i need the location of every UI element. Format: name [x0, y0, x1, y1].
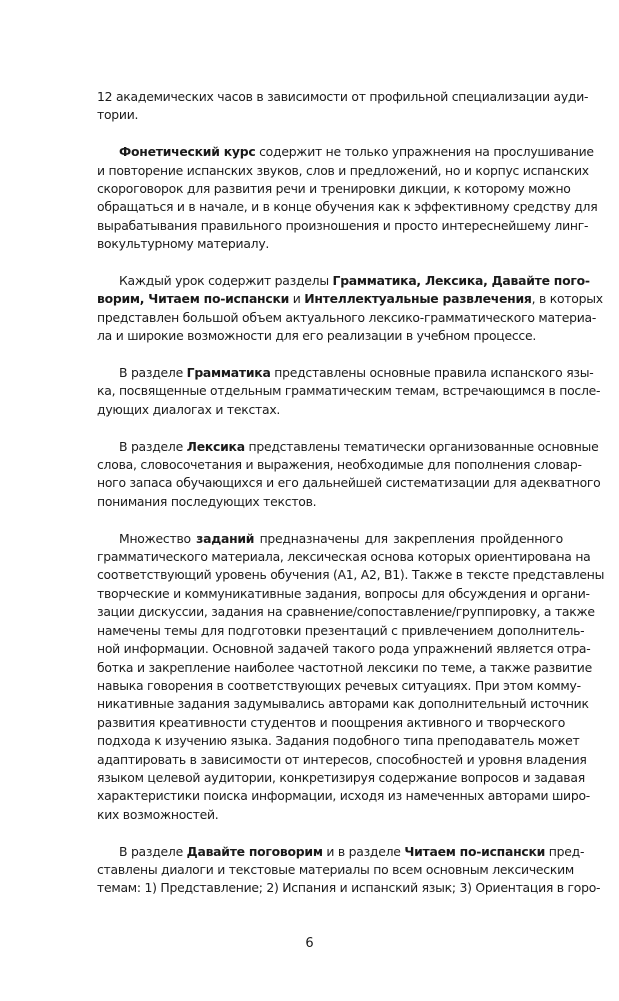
text-run: В разделе [119, 843, 187, 859]
bold-term: ворим, Читаем по-испански [97, 291, 290, 307]
text-run: развития креативности студентов и поощрения активного и творческого [97, 714, 566, 730]
text-line [97, 787, 591, 805]
text-line [97, 401, 563, 419]
text-line [97, 364, 594, 382]
text-line [97, 162, 589, 180]
text-run: ного запаса обучающихся и его дальнейшей систематизации для адекватного [97, 475, 601, 491]
text-run: скороговорок для развития речи и тренировки дикции, к которому можно [97, 181, 571, 197]
text-run: ка, посвященные отдельным грамматическим темам, встречающимся в после- [97, 383, 601, 399]
text-run: характеристики поиска информации, исходя из намеченных авторами широ- [97, 788, 591, 804]
text-run: представлен большой объем актуального лексико-грамматического материа- [97, 309, 597, 325]
text-run: ботка и закрепление наиболее частотной лексики по теме, а также развитие [97, 659, 592, 675]
bold-term: Читаем по-испански [404, 843, 546, 859]
text-run: пред- [545, 843, 585, 859]
text-run: дующих диалогах и текстах. [97, 401, 281, 417]
text-line [97, 548, 591, 566]
text-run: никативные задания задумывались авторами как дополнительный источник [97, 696, 589, 712]
text-run: представлены основные правила испанского язы- [270, 365, 594, 381]
text-run: грамматического материала, лексическая основа которых ориентирована на [97, 549, 591, 565]
paragraph [97, 88, 589, 125]
text-run: , в которых [531, 291, 603, 307]
text-run: и в разделе [322, 843, 405, 859]
bold-term: Фонетический курс [119, 144, 256, 160]
text-run: ла и широкие возможности для его реализации в учебном процессе. [97, 328, 537, 344]
text-line [97, 769, 585, 787]
text-line [97, 530, 563, 548]
text-line [97, 217, 589, 235]
text-line [97, 603, 595, 621]
text-run: подхода к изучению языка. Задания подобного типа преподаватель может [97, 733, 580, 749]
paragraph [97, 843, 601, 898]
text-line [97, 861, 574, 879]
text-line [97, 88, 589, 106]
text-line [97, 309, 597, 327]
text-run: навыка говорения в соответствующих речевых ситуациях. При этом комму- [97, 677, 581, 693]
text-run: соответствующий уровень обучения (А1, А2, В1). Также в тексте представлены [97, 567, 605, 583]
text-run: предназначены для закрепления пройденного [254, 530, 563, 546]
text-run: содержит не только упражнения на прослушивание [255, 144, 594, 160]
text-line [97, 438, 599, 456]
text-run: ставлены диалоги и текстовые материалы по всем основным лексическим [97, 861, 574, 877]
text-line [97, 474, 601, 492]
paragraph [97, 143, 598, 253]
text-run: языком целевой аудитории, конкретизируя содержание вопросов и задавая [97, 769, 585, 785]
page-body [97, 88, 605, 916]
paragraph [97, 272, 603, 346]
text-line [97, 143, 594, 161]
text-line [97, 566, 605, 584]
text-line [97, 290, 603, 308]
text-run: Множество [119, 530, 197, 546]
text-run: В разделе [119, 365, 187, 381]
paragraph [97, 364, 601, 419]
text-run: творческие и коммуникативные задания, вопросы для обсуждения и органи- [97, 585, 590, 601]
text-line [97, 659, 592, 677]
text-run: слова, словосочетания и выражения, необходимые для пополнения словар- [97, 457, 582, 473]
page-number: 6 [305, 936, 314, 951]
text-line [97, 714, 566, 732]
text-line [97, 327, 563, 345]
text-line [97, 456, 582, 474]
text-line [97, 640, 591, 658]
text-run: вырабатывания правильного произношения и просто интереснейшему линг- [97, 217, 589, 233]
text-run: понимания последующих текстов. [97, 493, 317, 509]
text-line [97, 879, 601, 897]
bold-term: Давайте поговорим [186, 843, 323, 859]
text-line [97, 751, 587, 769]
text-run: и [289, 291, 305, 307]
paragraph [97, 438, 601, 512]
bold-term: заданий [196, 530, 255, 546]
text-run: Каждый урок содержит разделы [119, 273, 333, 289]
text-run: обращаться и в начале, и в конце обучения как к эффективному средству для [97, 199, 598, 215]
bold-term: Грамматика, Лексика, Давайте пого- [332, 273, 590, 289]
text-run: 12 академических часов в зависимости от профильной специализации ауди- [97, 89, 589, 104]
text-line [97, 806, 563, 824]
text-run: представлены тематически организованные основные [244, 438, 599, 454]
text-line [97, 235, 563, 253]
text-run: намечены темы для подготовки презентаций с привлечением дополнитель- [97, 622, 585, 638]
text-line [97, 622, 585, 640]
paragraph [97, 530, 605, 825]
text-run: В разделе [119, 438, 187, 454]
bold-term: Лексика [186, 438, 245, 454]
bold-term: Интеллектуальные развлечения [304, 291, 532, 307]
text-run: ной информации. Основной задачей такого рода упражнений является отра- [97, 641, 591, 657]
text-run: и повторение испанских звуков, слов и предложений, но и корпус испанских [97, 162, 589, 178]
text-run: ких возможностей. [97, 806, 219, 822]
text-run: вокультурному материалу. [97, 236, 270, 252]
text-line [97, 695, 589, 713]
text-line [97, 198, 598, 216]
text-line [97, 493, 563, 511]
text-line [97, 382, 601, 400]
text-run: зации дискуссии, задания на сравнение/сопоставление/группировку, а также [97, 604, 595, 620]
text-line [97, 272, 590, 290]
text-line [97, 180, 571, 198]
text-line [97, 106, 563, 124]
text-line [97, 843, 585, 861]
text-run: тории. [97, 107, 139, 123]
text-line [97, 677, 581, 695]
text-run: адаптировать в зависимости от интересов, способностей и уровня владения [97, 751, 587, 767]
text-line [97, 732, 580, 750]
text-run: темам: 1) Представление; 2) Испания и испанский язык; 3) Ориентация в горо- [97, 880, 601, 896]
text-line [97, 585, 590, 603]
bold-term: Грамматика [186, 365, 271, 381]
